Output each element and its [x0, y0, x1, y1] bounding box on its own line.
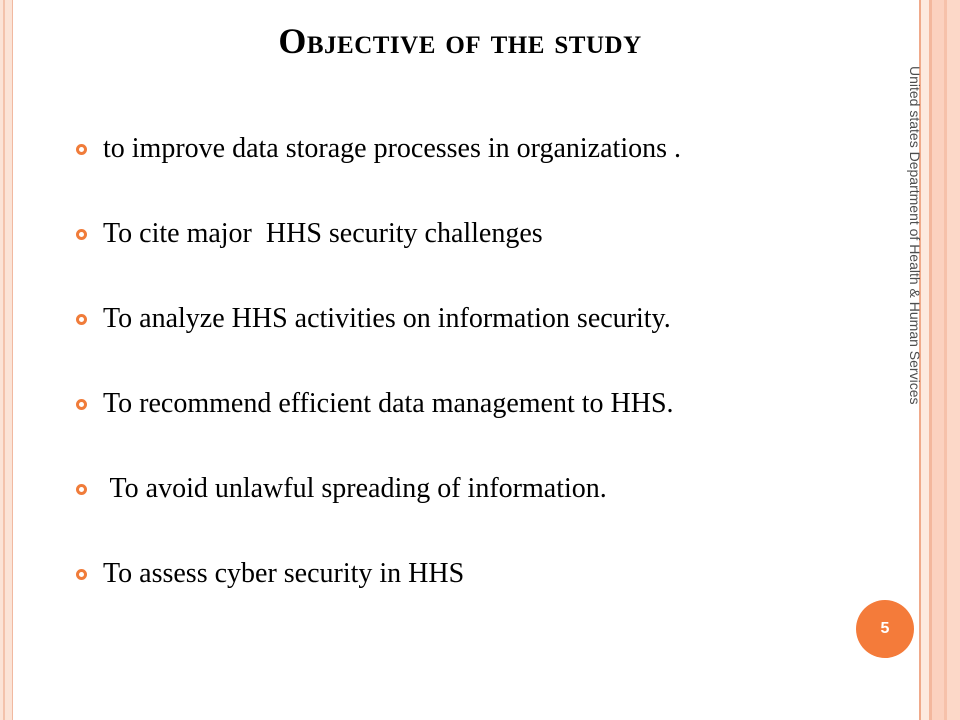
objective-text: To cite major HHS security challenges — [103, 218, 543, 249]
objective-text: To assess cyber security in HHS — [103, 558, 465, 589]
page-number-badge: 5 — [856, 600, 914, 658]
left-decorative-stripe — [0, 0, 13, 720]
objective-item — [76, 128, 681, 213]
circle-bullet-icon — [76, 314, 87, 325]
objective-text: To avoid unlawful spreading of information. — [103, 473, 607, 504]
right-decorative-stripe-4 — [932, 0, 944, 720]
objective-item — [76, 553, 681, 638]
circle-bullet-icon — [76, 229, 87, 240]
right-decorative-stripe-6 — [947, 0, 960, 720]
vertical-side-caption: United states Department of Health & Human Services — [907, 66, 923, 405]
objective-item — [76, 298, 681, 383]
objective-item — [76, 468, 681, 553]
objective-text: To recommend efficient data management to HHS. — [103, 388, 674, 419]
circle-bullet-icon — [76, 484, 87, 495]
objective-item — [76, 383, 681, 468]
circle-bullet-icon — [76, 569, 87, 580]
objective-text: To analyze HHS activities on information security. — [103, 303, 671, 334]
left-stripe-line — [3, 0, 5, 720]
objective-item — [76, 213, 681, 298]
circle-bullet-icon — [76, 144, 87, 155]
objective-text: to improve data storage processes in organizations . — [103, 133, 681, 164]
circle-bullet-icon — [76, 399, 87, 410]
objective-list — [76, 128, 681, 638]
slide-title: Objective of the study — [278, 21, 642, 61]
